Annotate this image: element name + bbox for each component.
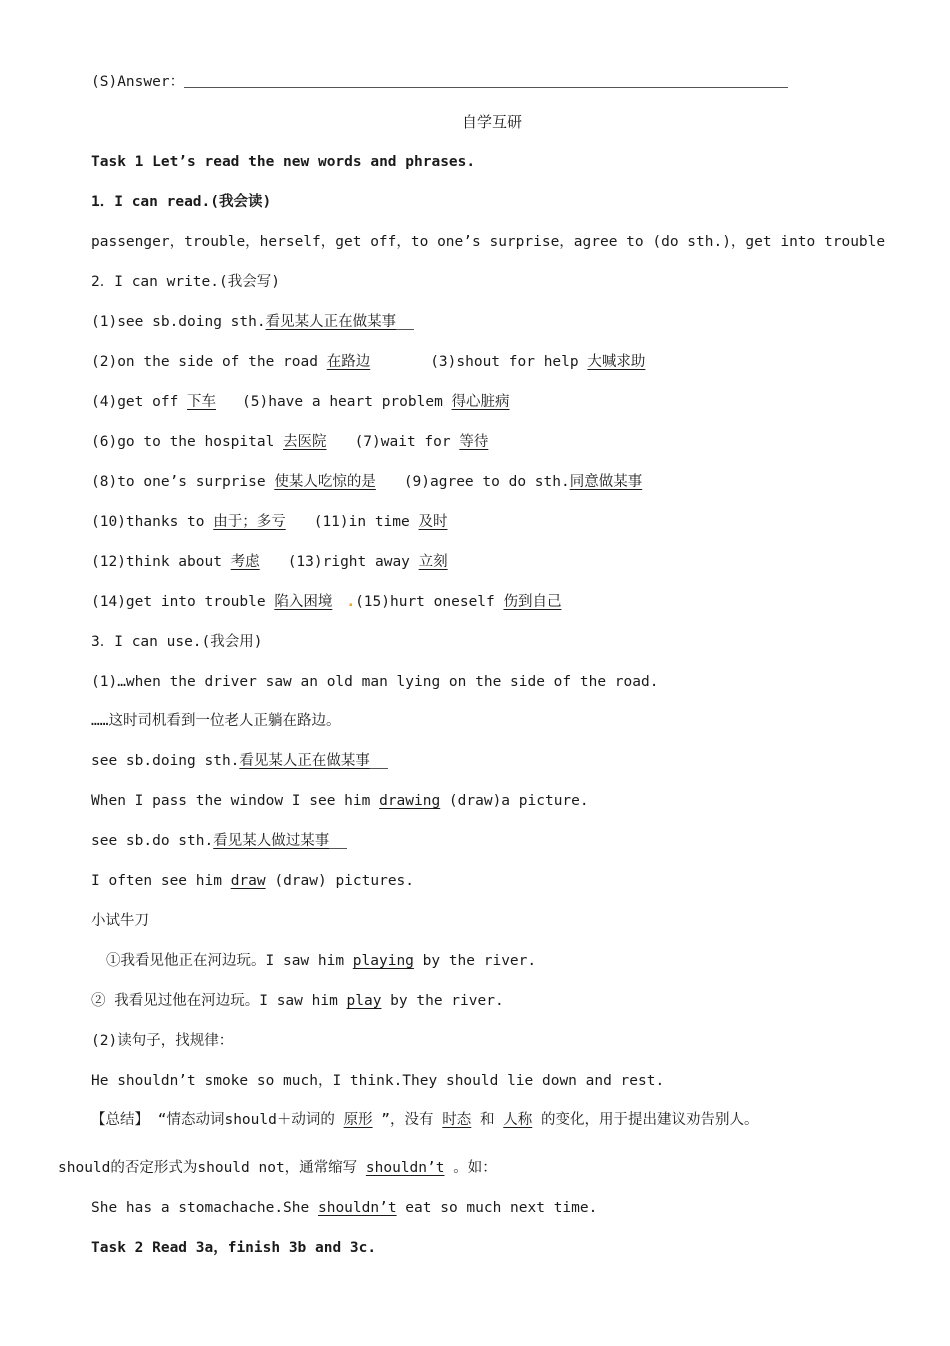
answer-blank[interactable]: play bbox=[346, 993, 382, 1009]
task1-heading: Task 1 Let’s read the new words and phrases. bbox=[91, 154, 476, 170]
answer-blank[interactable]: 考虑 bbox=[230, 554, 260, 570]
answer-blank[interactable]: 人称 bbox=[503, 1112, 533, 1128]
task2-heading: Task 2 Read 3a，finish 3b and 3c. bbox=[91, 1240, 377, 1256]
answer-blank[interactable]: draw bbox=[230, 873, 266, 889]
section-title: 自学互研 bbox=[461, 113, 522, 131]
answer-blank[interactable]: 看见某人做过某事 bbox=[213, 833, 330, 849]
sentence-cn: ……这时司机看到一位老人正躺在路边。 bbox=[91, 713, 341, 729]
answer-blank[interactable]: 看见某人正在做某事 bbox=[239, 753, 370, 769]
answer-blank[interactable]: 时态 bbox=[442, 1112, 472, 1128]
answer-blank[interactable]: 原形 bbox=[343, 1112, 373, 1128]
answer-blank[interactable]: 等待 bbox=[459, 434, 489, 450]
write-item: (2)on the side of the road 在路边 (3)shout for help 大喊求助 bbox=[91, 354, 646, 370]
pattern-line: see sb.doing sth.看见某人正在做某事 bbox=[91, 751, 388, 771]
practice-title: 小试牛刀 bbox=[91, 913, 149, 929]
write-item: (14)get into trouble 陷入困境 .(15)hurt oneself 伤到自己 bbox=[91, 594, 562, 610]
answer-blank[interactable] bbox=[184, 73, 788, 88]
summary-line: 【总结】 “情态动词should＋动词的 原形 ”，没有 时态 和 人称 的变化，用于提出建议劝告别人。 bbox=[91, 1112, 759, 1128]
answer-blank[interactable]: shouldn’t bbox=[365, 1160, 445, 1176]
use-heading: 3．I can use.(我会用) bbox=[91, 634, 263, 650]
read-heading: 1．I can read.(我会读) bbox=[91, 194, 272, 210]
answer-blank[interactable]: 得心脏病 bbox=[451, 394, 510, 410]
sentence-en: (1)…when the driver saw an old man lying on the side of the road. bbox=[91, 674, 659, 690]
summary-label: 【总结】 bbox=[91, 1112, 149, 1128]
practice-item: ①我看见他正在河边玩。I saw him playing by the river. bbox=[106, 953, 537, 969]
write-item: (12)think about 考虑 (13)right away 立刻 bbox=[91, 554, 448, 570]
answer-blank[interactable]: 立刻 bbox=[418, 554, 448, 570]
read-words: passenger，trouble，herself，get off，to one’s surprise，agree to (do sth.)，get into trouble bbox=[91, 234, 886, 250]
answer-blank[interactable]: drawing bbox=[379, 793, 441, 809]
write-item: (6)go to the hospital 去医院 (7)wait for 等待 bbox=[91, 434, 489, 450]
practice-item: ② 我看见过他在河边玩。I saw him play by the river. bbox=[91, 993, 504, 1009]
answer-blank[interactable]: 由于；多亏 bbox=[213, 514, 286, 530]
answer-blank[interactable]: 同意做某事 bbox=[569, 474, 643, 490]
write-item: (10)thanks to 由于；多亏 (11)in time 及时 bbox=[91, 514, 448, 530]
answer-blank[interactable]: 伤到自己 bbox=[503, 594, 562, 610]
answer-blank[interactable]: 陷入困境 bbox=[274, 594, 333, 610]
answer-blank[interactable]: 去医院 bbox=[283, 434, 327, 450]
example-line: I often see him draw (draw) pictures. bbox=[91, 873, 415, 889]
write-item: (8)to one’s surprise 使某人吃惊的是 (9)agree to do sth.同意做某事 bbox=[91, 474, 643, 490]
example-line: She has a stomachache.She shouldn’t eat so much next time. bbox=[91, 1200, 598, 1216]
answer-blank[interactable]: 下车 bbox=[187, 394, 217, 410]
answer-blank[interactable]: shouldn’t bbox=[317, 1200, 397, 1216]
mark-dot: . bbox=[346, 594, 356, 610]
answer-blank[interactable]: playing bbox=[352, 953, 414, 969]
write-item: (1)see sb.doing sth.看见某人正在做某事 bbox=[91, 312, 414, 332]
example-line: When I pass the window I see him drawing (draw)a picture. bbox=[91, 793, 589, 809]
write-heading: 2．I can write.(我会写) bbox=[91, 274, 280, 290]
write-item: (4)get off 下车 (5)have a heart problem 得心脏病 bbox=[91, 394, 510, 410]
answer-blank[interactable]: 看见某人正在做某事 bbox=[265, 314, 397, 330]
sentence-en: He shouldn’t smoke so much，I think.They should lie down and rest. bbox=[91, 1073, 665, 1089]
answer-line bbox=[91, 72, 788, 92]
sentence-heading: (2)读句子，找规律： bbox=[91, 1033, 234, 1049]
answer-blank[interactable]: 大喊求助 bbox=[587, 354, 646, 370]
answer-label: (S)Answer： bbox=[91, 74, 185, 90]
answer-blank[interactable]: 使某人吃惊的是 bbox=[274, 474, 376, 490]
answer-blank[interactable]: 在路边 bbox=[326, 354, 371, 370]
negation-line: should的否定形式为should not，通常缩写 shouldn’t 。如： bbox=[58, 1160, 497, 1176]
pattern-line: see sb.do sth.看见某人做过某事 bbox=[91, 831, 347, 851]
answer-blank[interactable]: 及时 bbox=[418, 514, 448, 530]
